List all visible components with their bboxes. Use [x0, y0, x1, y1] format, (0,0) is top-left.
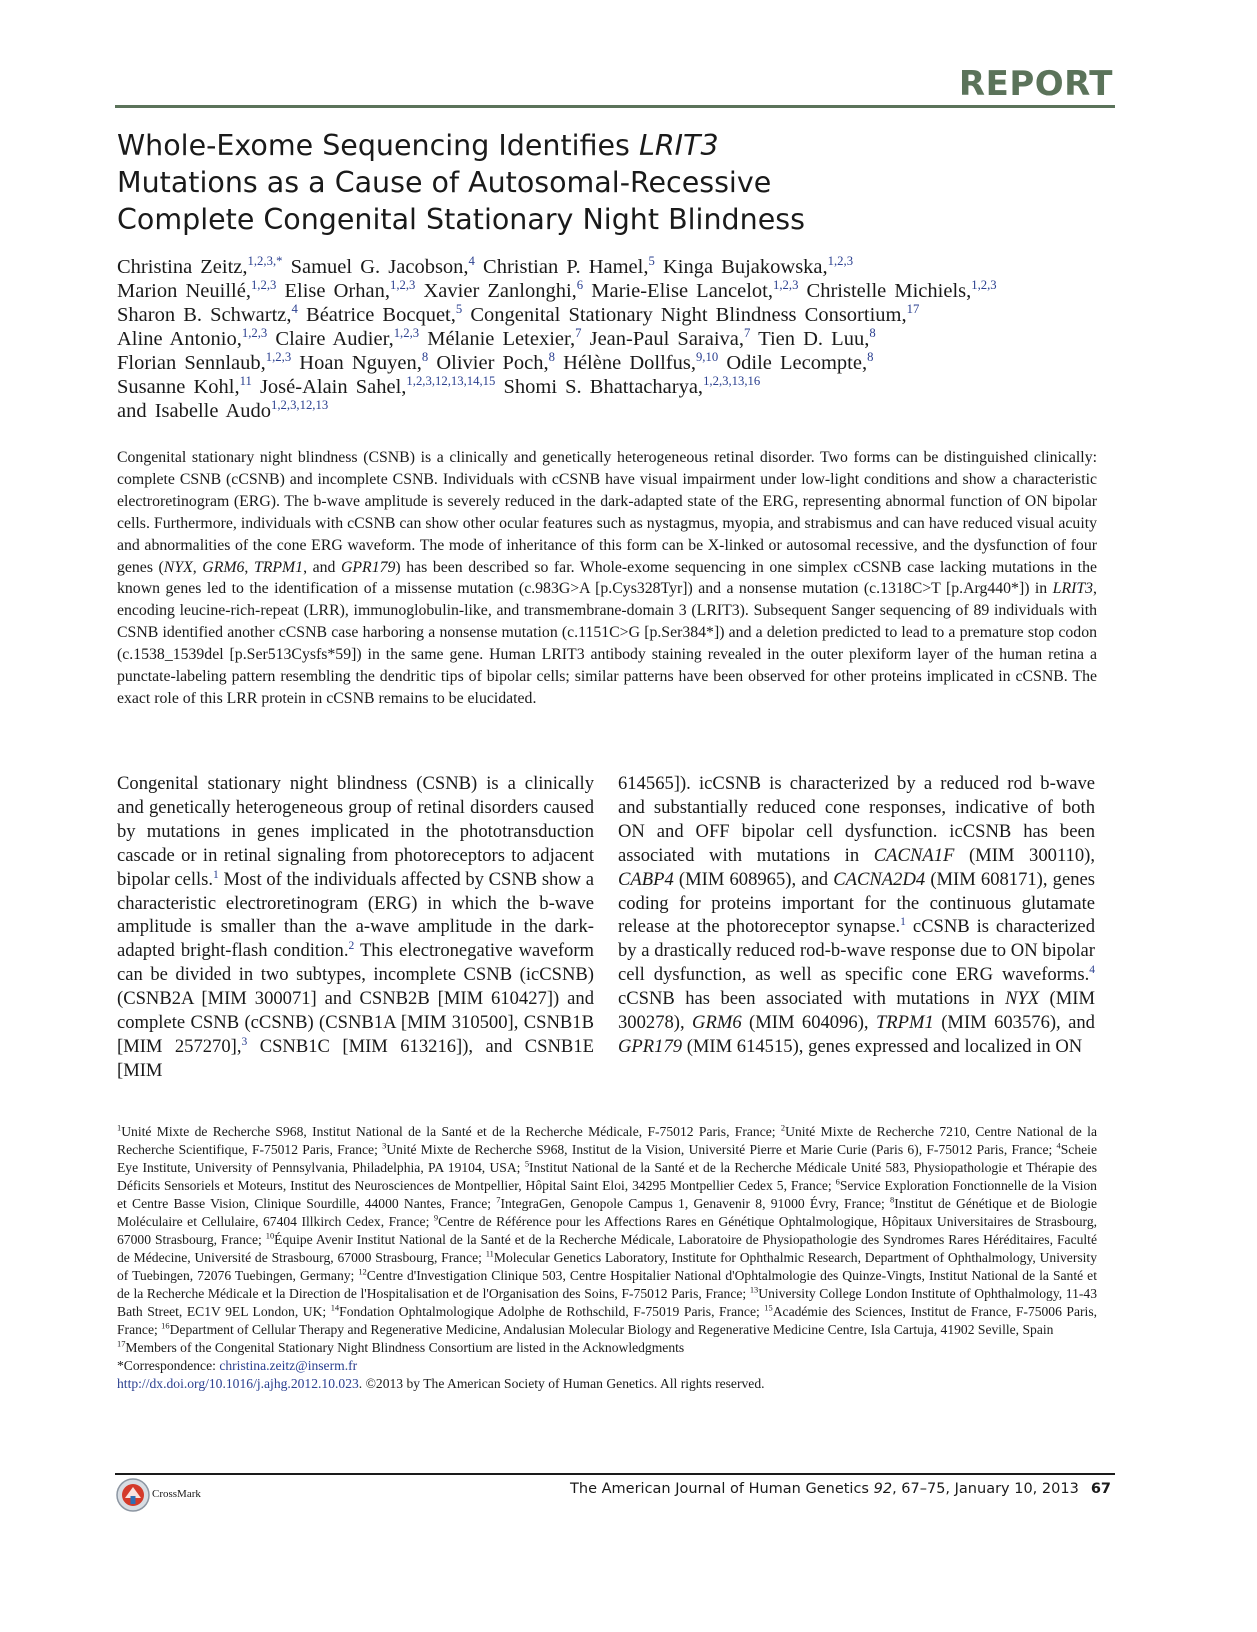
affil-text: Centre d'Investigation Clinique 503, Centre Hospitalier National d'Ophtalmologie des Quinze-Vingts, Institut National de la Santé et de la Recherche Médicale et la Direction de l'Hospitalisation et de l'Organisation des Soins, F-75012 Paris, France; [117, 1268, 1097, 1301]
author: Susanne Kohl, [117, 376, 240, 398]
affil-text: Members of the Congenital Stationary Night Blindness Consortium are listed in the Acknowledgments [125, 1340, 685, 1355]
author: Marie-Elise Lancelot, [591, 280, 774, 302]
author: and Isabelle Audo [117, 400, 272, 422]
abstract-text: , [192, 558, 203, 576]
affil-text: Unité Mixte de Recherche S968, Institut National de la Santé et de la Recherche Médicale, F-75012 Paris, France; [121, 1124, 781, 1139]
author: Christina Zeitz, [117, 256, 248, 278]
gene-name: GPR179 [618, 1035, 683, 1057]
correspondence-label: *Correspondence: [117, 1358, 220, 1373]
affil-text: Service Exploration Fonctionnelle de la Vision et Centre Basse Vision, Clinique Sourdille, 44000 Nantes, France; [117, 1178, 1097, 1211]
author-affiliation[interactable]: 8 [548, 350, 556, 365]
affil-text: University College London Institute of Ophthalmology, 11-43 Bath Street, EC1V 9EL London, UK; [117, 1286, 1097, 1319]
author-line [117, 327, 1137, 351]
author-affiliation[interactable]: 9,10 [695, 350, 719, 365]
journal-citation: , 67–75, January 10, 2013 [892, 1481, 1079, 1497]
body-text: (MIM 603576), and [933, 1012, 1095, 1034]
author-affiliation[interactable]: 1,2,3 [250, 278, 277, 293]
author-affiliation[interactable]: 1,2,3 [389, 278, 416, 293]
reference-link[interactable]: 4 [1089, 964, 1095, 977]
affil-text: Académie des Sciences, Institut de France, F-75006 Paris, France; [117, 1304, 1098, 1337]
author-affiliation[interactable]: 7 [744, 326, 751, 341]
body-text: (MIM 604096), [741, 1012, 876, 1034]
author-affiliation[interactable]: 5 [648, 254, 655, 269]
author-list [117, 255, 1137, 423]
body-text: (MIM 608965), and [673, 868, 834, 890]
author: Aline Antonio, [117, 328, 242, 350]
author-affiliation[interactable]: 8 [421, 350, 429, 365]
gene-name: NYX [163, 558, 193, 576]
affil-text: Molecular Genetics Laboratory, Institute for Ophthalmic Research, Department of Ophthalmology, University of Tuebingen, 72076 Tuebingen, Germany; [117, 1250, 1097, 1283]
affil-num: 16 [161, 1320, 170, 1331]
author-line [117, 375, 1137, 399]
author-affiliation[interactable]: 1,2,3 [393, 326, 420, 341]
article-title [117, 127, 1097, 238]
author: Kinga Bujakowska, [662, 256, 828, 278]
body-column-right [618, 772, 1095, 1059]
affil-text: IntegraGen, Genopole Campus 1, Genavenir 8, 91000 Évry, France; [500, 1196, 891, 1211]
affiliations [117, 1123, 1097, 1393]
affil-num: 4 [1056, 1140, 1061, 1151]
body-text: CSNB1C [MIM 613216]), and CSNB1E [MIM [117, 1035, 594, 1081]
affil-text: Department of Cellular Therapy and Regenerative Medicine, Andalusian Molecular Biology and Regenerative Medicine Centre, Isla Cartuja, 41902 Seville, Spain [169, 1322, 1054, 1337]
affil-num: 1 [117, 1122, 122, 1133]
doi-line [117, 1375, 1097, 1393]
affil-text: Unité Mixte de Recherche 7210, Centre National de la Recherche Scientifique, F-75012 Paris, France; [117, 1124, 1097, 1157]
affil-num: 17 [117, 1338, 126, 1349]
affil-num: 14 [330, 1302, 340, 1313]
author-affiliation[interactable]: 1,2,3 [241, 326, 268, 341]
reference-link[interactable]: 1 [900, 916, 906, 929]
author-affiliation[interactable]: 1,2,3,12,13,14,15 [406, 374, 496, 389]
author-line [117, 399, 1137, 423]
author: Samuel G. Jacobson, [290, 256, 469, 278]
gene-name: GRM6 [692, 1012, 742, 1034]
gene-name: NYX [1005, 988, 1040, 1010]
author-line [117, 351, 1137, 375]
author-affiliation[interactable]: 6 [576, 278, 584, 293]
affil-text: Institut National de la Santé et de la Recherche Médicale Unité 583, Physiopathologie et Thérapie des Déficits Sensoriels et Moteurs, Institut des Neurosciences de Montpellier, Hôpital Saint Eloi, 34295 Montpellier Cedex 5, France; [117, 1160, 1098, 1193]
author: Marion Neuillé, [117, 280, 251, 302]
gene-name: LRIT3 [1052, 580, 1094, 598]
author: Claire Audier, [275, 328, 394, 350]
affil-text: Institut de Génétique et de Biologie Moléculaire et Cellulaire, 67404 Illkirch Cedex, France; [117, 1196, 1098, 1229]
author-affiliation[interactable]: 11 [239, 374, 252, 389]
affil-num: 5 [524, 1158, 530, 1169]
affil-num: 2 [780, 1122, 786, 1133]
affiliation-list [117, 1123, 1097, 1339]
author-affiliation[interactable]: 1,2,3 [265, 350, 292, 365]
body-text: (MIM 614515), genes expressed and localized in ON [682, 1035, 1083, 1057]
correspondence-email-link[interactable]: christina.zeitz@inserm.fr [219, 1358, 358, 1373]
abstract-text: , and [303, 558, 341, 576]
body-text: cCSNB has been associated with mutations in [618, 988, 1005, 1010]
author-line [117, 279, 1137, 303]
consortium-note [117, 1339, 1097, 1357]
crossmark-label: CrossMark [152, 1488, 201, 1500]
page-number: 67 [1090, 1481, 1111, 1497]
body-text: (MIM 300110), [954, 844, 1095, 866]
journal-volume: 92 [873, 1481, 893, 1497]
gene-name: CABP4 [618, 868, 674, 890]
author: Jean-Paul Saraiva, [589, 328, 745, 350]
title-line-3: Complete Congenital Stationary Night Blindness [117, 203, 805, 236]
gene-name: GRM6 [202, 558, 245, 576]
title-line-2: Mutations as a Cause of Autosomal-Recessive [117, 166, 772, 199]
author-affiliation[interactable]: 1,2,3 [971, 278, 997, 293]
affil-num: 3 [382, 1140, 387, 1151]
author-affiliation[interactable]: 4 [291, 302, 298, 317]
affil-num: 10 [265, 1230, 275, 1241]
author-affiliation[interactable]: 8 [869, 326, 876, 341]
author-affiliation[interactable]: 1,2,3,* [247, 254, 283, 269]
crossmark-badge[interactable] [115, 1477, 235, 1513]
gene-name: GPR179 [340, 558, 396, 576]
author: Xavier Zanlonghi, [423, 280, 577, 302]
affil-num: 7 [496, 1194, 501, 1205]
author-affiliation[interactable]: 1,2,3,12,13 [271, 398, 329, 413]
body-column-left [117, 772, 594, 1083]
author: Hoan Nguyen, [299, 352, 422, 374]
author-line [117, 303, 1137, 327]
affil-num: 12 [358, 1266, 367, 1277]
author: Shomi S. Bhattacharya, [503, 376, 704, 398]
author-affiliation[interactable]: 1,2,3 [827, 254, 854, 269]
affil-num: 9 [433, 1212, 439, 1223]
body-text: cCSNB is characterized by a drastically reduced rod-b-wave response due to ON bipolar cell dysfunction, as well as specific cone ERG waveforms. [618, 916, 1095, 986]
author-affiliation[interactable]: 1,2,3,13,16 [703, 374, 761, 389]
author-affiliation[interactable]: 1,2,3 [773, 278, 799, 293]
doi-link[interactable]: http://dx.doi.org/10.1016/j.ajhg.2012.10.023 [117, 1376, 359, 1391]
abstract [117, 447, 1097, 710]
body-text: Congenital stationary night blindness (CSNB) is a clinically and genetically heterogeneous group of retinal disorders caused by mutations in genes implicated in the phototransduction cascade or in retinal signaling from photoreceptors to adjacent bipolar cells. [117, 773, 594, 890]
author: Christian P. Hamel, [483, 256, 649, 278]
title-line-1: Whole-Exome Sequencing Identifies [117, 129, 639, 162]
body-text: (MIM 608171), genes coding for proteins important for the continuous glutamate release at the photoreceptor synapse. [618, 868, 1095, 938]
author: Elise Orhan, [284, 280, 390, 302]
gene-name: TRPM1 [875, 1012, 934, 1034]
author-affiliation[interactable]: 17 [906, 302, 920, 317]
affil-num: 6 [835, 1176, 840, 1187]
affil-text: Équipe Avenir Institut National de la Santé et de la Recherche Médicale, Laboratoire de Physiopathologie des Syndromes Rares Héréditaires, Faculté de Médecine, Université de Strasbourg, 67000 Strasbourg, France; [117, 1232, 1097, 1265]
correspondence [117, 1357, 1097, 1375]
header-rule [115, 105, 1115, 108]
title-gene: LRIT3 [638, 129, 719, 162]
author: Olivier Poch, [436, 352, 549, 374]
author: Christelle Michiels, [806, 280, 972, 302]
affil-num: 11 [485, 1248, 494, 1259]
affil-num: 15 [764, 1302, 773, 1313]
author-affiliation[interactable]: 7 [575, 326, 582, 341]
author: Hélène Dollfus, [563, 352, 696, 374]
report-label: REPORT [958, 64, 1113, 104]
gene-name: CACNA1F [873, 844, 955, 866]
author: Béatrice Bocquet, [306, 304, 456, 326]
copyright-text: . ©2013 by The American Society of Human Genetics. All rights reserved. [358, 1376, 765, 1391]
author-line [117, 255, 1137, 279]
abstract-text: ) has been described so far. Whole-exome sequencing in one simplex cCSNB case lacking mutations in the known genes led to the identification of a missense mutation (c.983G>A [p.Cys328Tyr]) and a nonsense mutation (c.1318C>T [p.Arg440*]) in [117, 558, 1097, 598]
footer-rule [115, 1473, 1115, 1475]
reference-link[interactable]: 2 [348, 940, 355, 953]
abstract-text: , encoding leucine-rich-repeat (LRR), immunoglobulin-like, and transmembrane-domain 3 (LRIT3). Subsequent Sanger sequencing of 89 individuals with CSNB identified another cCSNB case harboring a nonsense mutation (c.1151C>G [p.Ser384*]) and a deletion predicted to lead to a premature stop codon (c.1538_1539del [p.Ser513Cysfs*59]) in the same gene. Human LRIT3 antibody staining revealed in the outer plexiform layer of the human retina a punctate-labeling pattern resembling the dendritic tips of bipolar cells; similar patterns have been observed for other proteins implicated in cCSNB. The exact role of this LRR protein in cCSNB remains to be elucidated. [117, 580, 1097, 707]
author: Odile Lecompte, [726, 352, 868, 374]
author: José-Alain Sahel, [259, 376, 407, 398]
crossmark-icon [115, 1477, 151, 1513]
author: Florian Sennlaub, [117, 352, 266, 374]
body-text: This electronegative waveform can be divided in two subtypes, incomplete CSNB (icCSNB) (CSNB2A [MIM 300071] and CSNB2B [MIM 610427]) and complete CSNB (cCSNB) (CSNB1A [MIM 310500], CSNB1B [MIM 257270], [117, 940, 594, 1057]
author-affiliation[interactable]: 5 [455, 302, 463, 317]
affil-text: Scheie Eye Institute, University of Pennsylvania, Philadelphia, PA 19104, USA; [117, 1142, 1097, 1175]
reference-link[interactable]: 1 [213, 868, 219, 881]
affil-num: 13 [749, 1284, 759, 1295]
affil-text: Centre de Référence pour les Affections Rares en Génétique Ophtalmologique, Hôpitaux Universitaires de Strasbourg, 67000 Strasbourg, France; [117, 1214, 1098, 1247]
abstract-text: , [244, 558, 254, 576]
body-text: (MIM 300278), [618, 988, 1095, 1034]
body-text: 614565]). icCSNB is characterized by a reduced rod b-wave and substantially reduced cone responses, indicative of both ON and OFF bipolar cell dysfunction. icCSNB has been associated with mutations in [618, 773, 1095, 866]
gene-name: TRPM1 [253, 558, 304, 576]
body-text: Most of the individuals affected by CSNB show a characteristic electroretinogram (ERG) in which the b-wave amplitude is smaller than the a-wave amplitude in the dark-adapted bright-flash condition. [117, 868, 594, 962]
gene-name: CACNA2D4 [833, 868, 926, 890]
journal-name: The American Journal of Human Genetics [570, 1481, 874, 1497]
author: Sharon B. Schwartz, [117, 304, 292, 326]
affil-num: 8 [890, 1194, 895, 1205]
author: Congenital Stationary Night Blindness Consortium, [470, 304, 907, 326]
author: Tien D. Luu, [758, 328, 870, 350]
abstract-text: Congenital stationary night blindness (CSNB) is a clinically and genetically heterogeneous retinal disorder. Two forms can be distinguished clinically: complete CSNB (cCSNB) and incomplete CSNB. Individuals with cCSNB have visual impairment under low-light conditions and show a characteristic electroretinogram (ERG). The b-wave amplitude is severely reduced in the dark-adapted state of the ERG, representing abnormal function of ON bipolar cells. Furthermore, individuals with cCSNB can show other ocular features such as nystagmus, myopia, and strabismus and can have reduced visual acuity and abnormalities of the cone ERG waveform. The mode of inheritance of this form can be X-linked or autosomal recessive, and the dysfunction of four genes ( [117, 449, 1097, 576]
author-affiliation[interactable]: 8 [867, 350, 874, 365]
author: Mélanie Letexier, [427, 328, 576, 350]
journal-footer [570, 1481, 1111, 1497]
affil-text: Unité Mixte de Recherche S968, Institut de la Vision, Université Pierre et Marie Curie (Paris 6), F-75012 Paris, France; [386, 1142, 1057, 1157]
author-affiliation[interactable]: 4 [468, 254, 475, 269]
affil-text: Fondation Ophtalmologique Adolphe de Rothschild, F-75019 Paris, France; [339, 1304, 765, 1319]
reference-link[interactable]: 3 [241, 1035, 248, 1048]
